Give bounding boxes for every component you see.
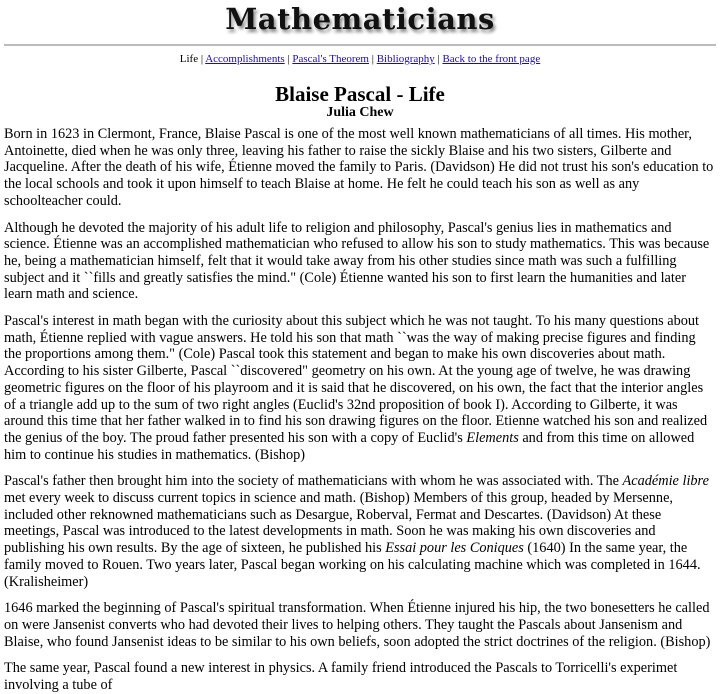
paragraph-text: met every week to discuss current topics in science and math. (Bishop) Members of this group, headed by Mersenne, included other reknowned mathematicians such as Desargue, Roberval, Fermat and Descartes. (Davidson) At these meetings, Pascal was introduced to the latest developments in math. Soon he was making his own discoveries and publishing his own results. By the age of sixteen, he published his xyxy=(4,490,673,557)
site-title-logo: Mathematicians xyxy=(225,2,495,36)
paragraph-text: Pascal's interest in math began with the curiosity about this subject which he was not taught. To his many questions about math, Étienne replied with vague answers. He told his son that math ``was the way of making precise figures and finding the proportions among them." (Cole) Pascal took this statement and began to make his own discoveries about math. According to his sister Gilberte, Pascal ``discovered" geometry on his own. At the young age of twelve, he was drawing geometric figures on the floor of his playroom and it is said that he discovered, on his own, the fact that the interior angles of a triangle add up to the sum of two right angles (Euclid's 32nd proposition of book I). According to Gilberte, it was around this time that her father walked in to find his son drawing figures on the floor. Etienne watched his son and realized the genius of the boy. The proud father presented his son with a copy of Euclid's xyxy=(4,313,708,446)
nav-link-pascals-theorem[interactable]: Pascal's Theorem xyxy=(292,53,369,65)
nav-separator: | xyxy=(368,53,377,65)
nav-bar xyxy=(0,53,720,65)
paragraph xyxy=(4,660,716,693)
nav-separator: | xyxy=(284,53,293,65)
paragraph-text: (1640) In the same year, the family moved to Rouen. Two years later, Pascal began working on his calculating machine which was completed in 1644. (Kralisheimer) xyxy=(4,540,701,590)
nav-link-front-page[interactable]: Back to the front page xyxy=(442,53,541,65)
paragraph xyxy=(4,313,716,463)
paragraph-text: and from this time on allowed him to continue his studies in mathematics. (Bishop) xyxy=(4,429,695,463)
paragraph xyxy=(4,126,716,210)
nav-link-bibliography[interactable]: Bibliography xyxy=(376,53,435,65)
paragraph-text: Born in 1623 in Clermont, France, Blaise Pascal is one of the most well known mathematicians of all times. His mother, Antoinette, died when he was only three, leaving his father to raise the sickly Blaise and his two sisters, Gilberte and Jacqueline. After the death of his wife, Étienne moved the family to Paris. (Davidson) He did not trust his son's education to the local schools and took it upon himself to teach Blaise at home. He felt he could teach his son as well as any schoolteacher could. xyxy=(4,126,714,209)
paragraph-text: The same year, Pascal found a new interest in physics. A family friend introduced the Pascals to Torricelli's experimet involving a tube of xyxy=(4,660,678,694)
paragraph-text: 1646 marked the beginning of Pascal's spiritual transformation. When Étienne injured his hip, the two bonesetters he called on were Jansenist converts who had devoted their lives to helping others. They taught the Pascals about Jansenism and Blaise, who found Jansenist ideas to be similar to his own beliefs, soon adopted the strict doctrines of the religion. (Bishop) xyxy=(4,600,711,650)
paragraph xyxy=(4,220,716,304)
italic-title: Elements xyxy=(466,429,519,446)
page-title: Blaise Pascal - Life xyxy=(275,82,445,106)
paragraph xyxy=(4,600,716,650)
nav-link-accomplishments[interactable]: Accomplishments xyxy=(205,53,285,65)
nav-separator: | xyxy=(198,53,206,65)
italic-term: Académie libre xyxy=(622,473,709,490)
author: Julia Chew xyxy=(326,105,394,120)
paragraph xyxy=(4,473,716,590)
paragraph-text: Pascal's father then brought him into the society of mathematicians with whom he was associated with. The xyxy=(4,473,623,490)
site-banner xyxy=(0,0,720,42)
nav-current-life: Life xyxy=(179,53,199,65)
paragraph-text: Although he devoted the majority of his adult life to religion and philosophy, Pascal's genius lies in mathematics and science. Étienne was an accomplished mathematician who refused to allow his son to study mathematics. This was because he, being a mathematician himself, felt that it would take away from his other studies since math was such a fulfilling subject and it ``fills and greatly satisfies the mind." (Cole) Étienne wanted his son to first learn the humanities and later learn math and science. xyxy=(4,219,710,303)
italic-title: Essai pour les Coniques xyxy=(385,540,524,557)
nav-separator: | xyxy=(434,53,443,65)
divider xyxy=(4,44,716,46)
